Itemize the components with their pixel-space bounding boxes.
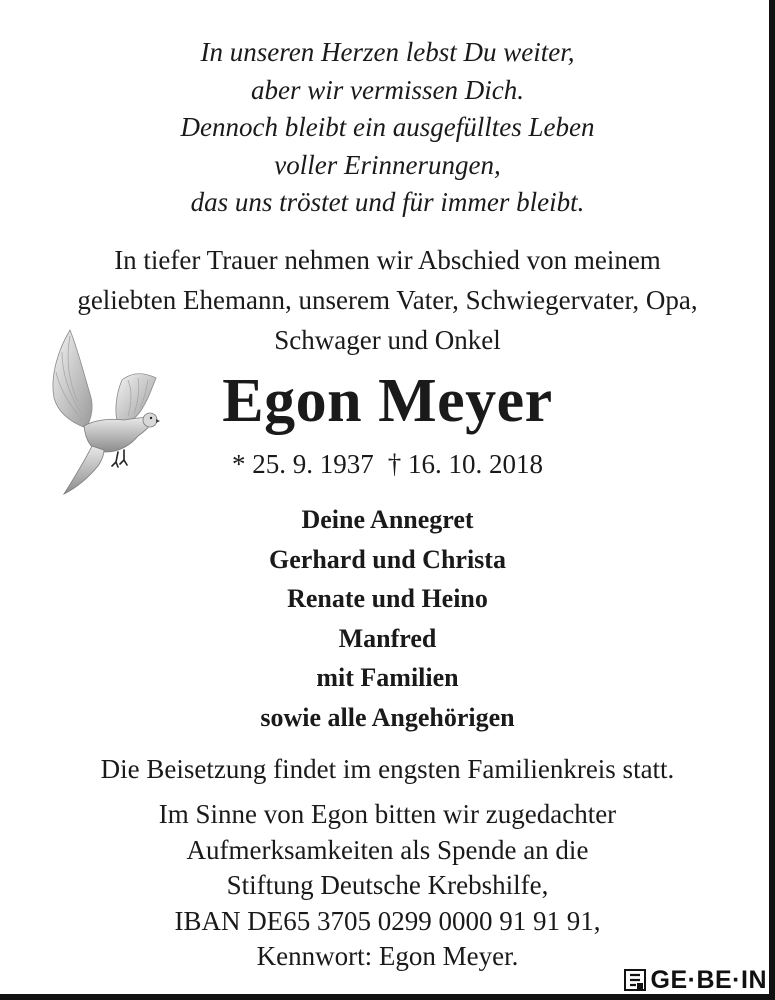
mourner-line: Deine Annegret — [301, 505, 474, 534]
poem-line: voller Erinnerungen, — [274, 149, 501, 180]
birth-date: * 25. 9. 1937 — [232, 449, 374, 479]
funeral-note: Die Beisetzung findet im engsten Familienkreis statt. — [100, 754, 675, 784]
gebein-logo-icon — [624, 968, 646, 992]
intro-line: In tiefer Trauer nehmen wir Abschied von meinem — [114, 245, 661, 275]
donation-line: IBAN DE65 3705 0299 0000 91 91 91, — [174, 905, 601, 936]
mourners-list — [0, 500, 775, 737]
intro-line: Schwager und Onkel — [274, 325, 501, 355]
mourner-line: sowie alle Angehörigen — [260, 702, 515, 732]
donation-line: Stiftung Deutsche Krebshilfe, — [226, 870, 549, 900]
death-date: † 16. 10. 2018 — [387, 449, 543, 479]
donation-request — [0, 797, 775, 975]
donation-line: Aufmerksamkeiten als Spende an die — [186, 834, 589, 865]
memorial-poem — [0, 34, 775, 222]
donation-line: Kennwort: Egon Meyer. — [256, 941, 519, 971]
mourner-line: Gerhard und Christa — [269, 544, 506, 574]
donation-line: Im Sinne von Egon bitten wir zugedachter — [158, 799, 617, 829]
mourner-line: Renate und Heino — [287, 584, 488, 613]
mourner-line: mit Familien — [316, 663, 459, 692]
poem-line: aber wir vermissen Dich. — [251, 74, 524, 105]
intro-line: geliebten Ehemann, unserem Vater, Schwiegervater, Opa, — [77, 285, 698, 315]
life-dates — [0, 446, 775, 482]
poem-line: In unseren Herzen lebst Du weiter, — [200, 37, 575, 67]
deceased-name: Egon Meyer — [222, 367, 553, 435]
publisher-logo — [620, 966, 768, 994]
poem-line: das uns tröstet und für immer bleibt. — [190, 187, 585, 217]
mourner-line: Manfred — [338, 623, 437, 653]
poem-line: Dennoch bleibt ein ausgefülltes Leben — [180, 112, 595, 142]
logo-text: GE·BE·IN — [650, 966, 767, 994]
